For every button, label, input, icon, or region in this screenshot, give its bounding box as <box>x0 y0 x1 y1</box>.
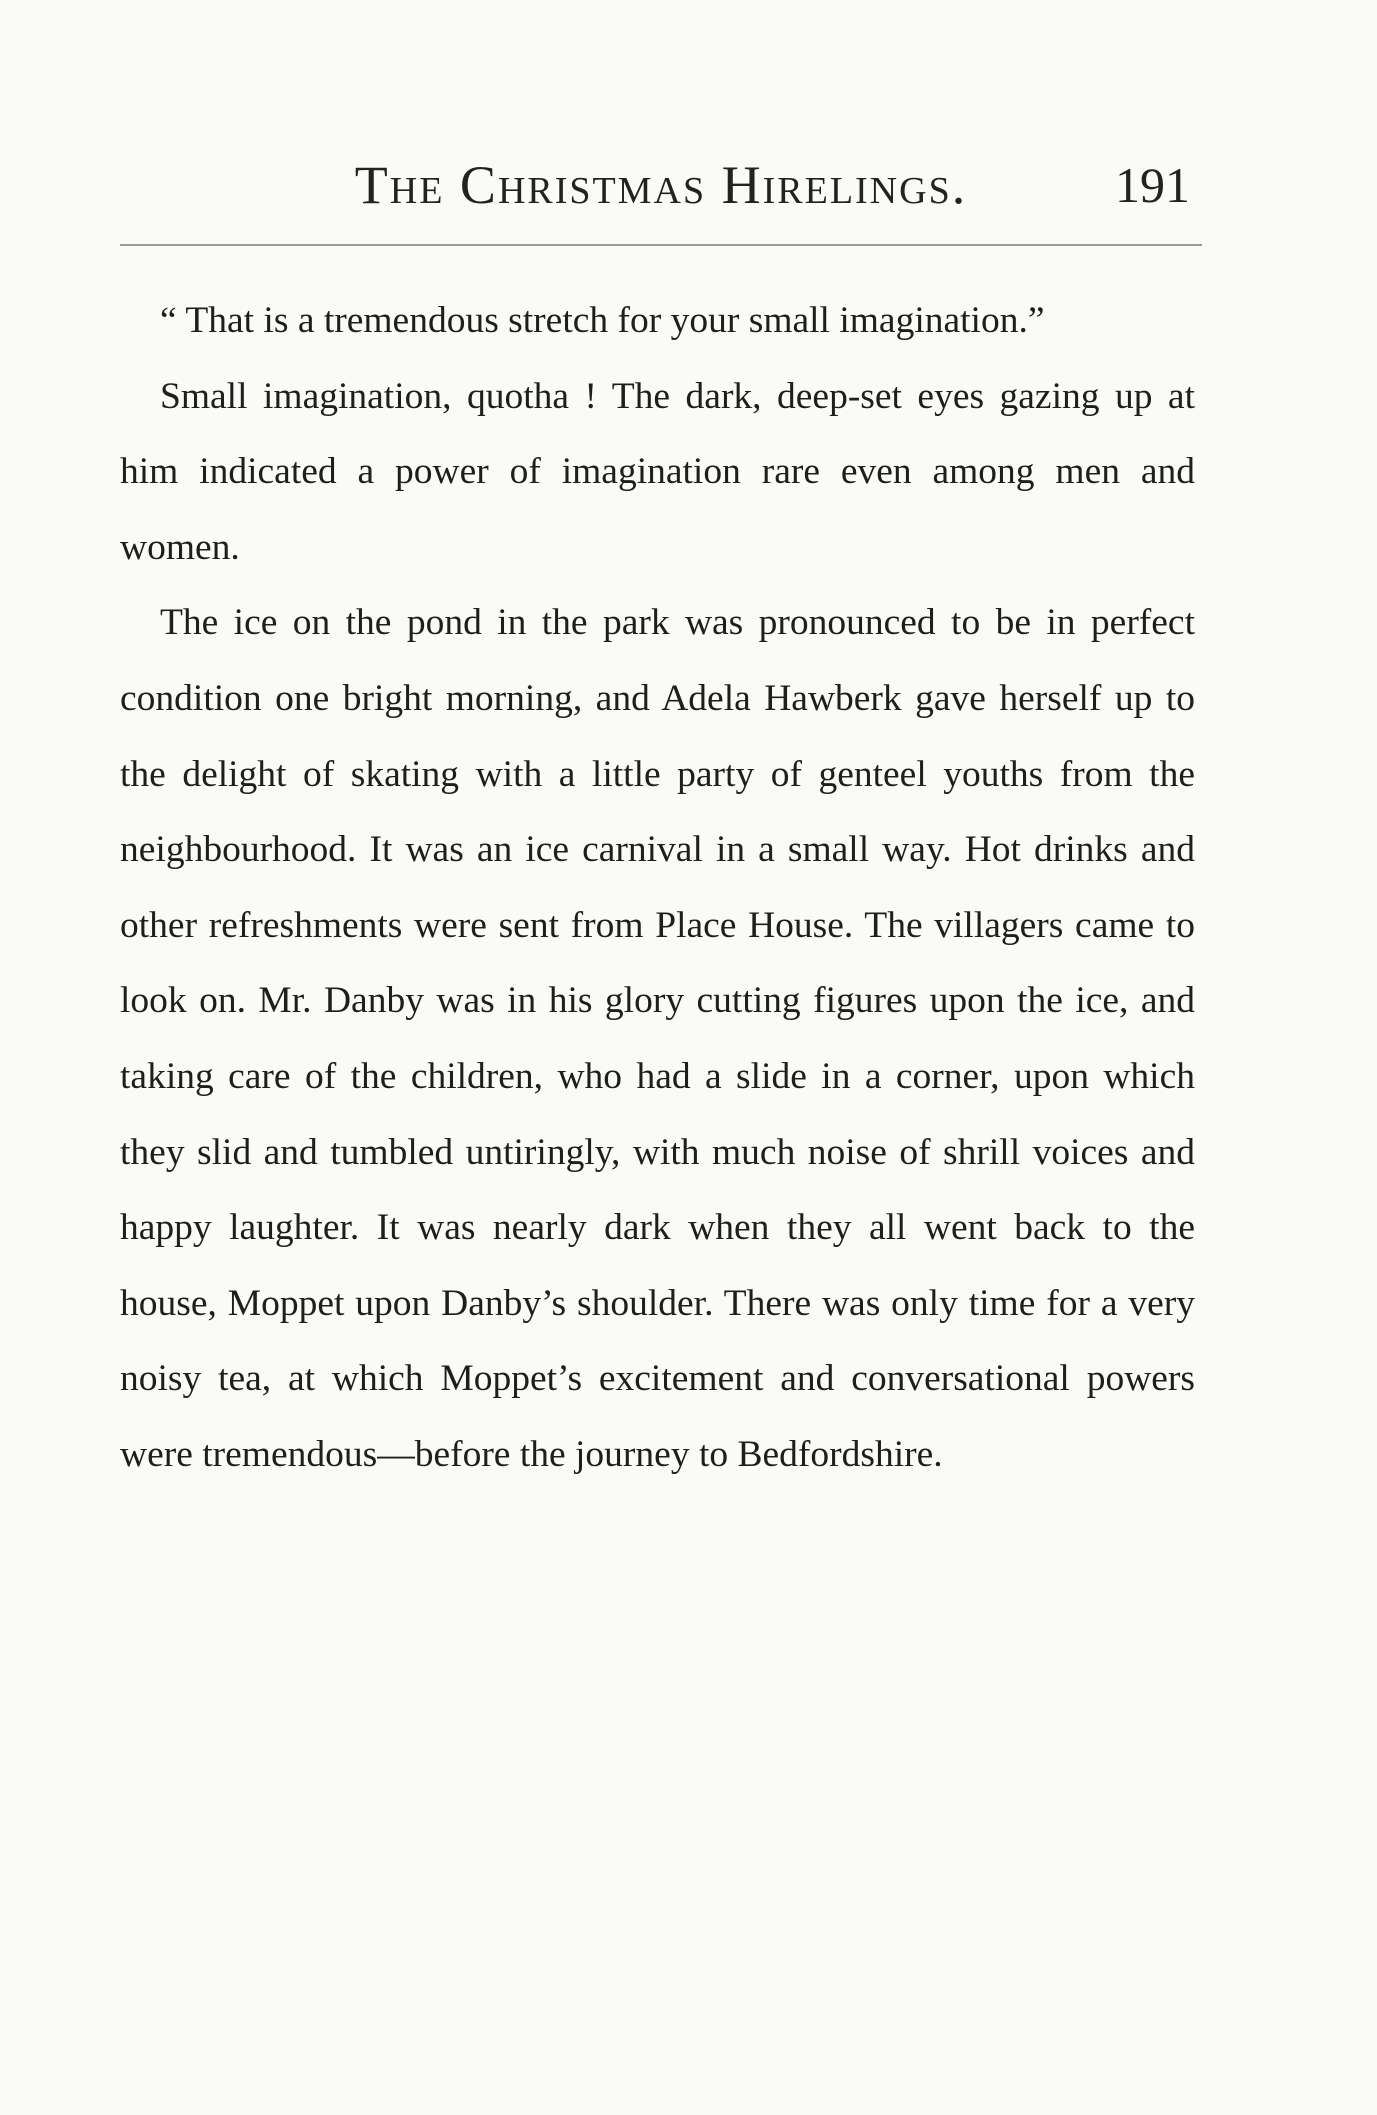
paragraph-3: The ice on the pond in the park was pronounced to be in perfect condition one bright morning, and Adela Hawberk gave herself up to the delight of skating with a little party of genteel youths from the neighbourhood. It was an ice carnival in a small way. Hot drinks and other refreshments were sent from Place House. The villagers came to look on. Mr. Danby was in his glory cutting figures upon the ice, and taking care of the children, who had a slide in a corner, upon which they slid and tumbled untiringly, with much noise of shrill voices and happy laughter. It was nearly dark when they all went back to the house, Moppet upon Danby’s shoulder. There was only time for a very noisy tea, at which Moppet’s excitement and conversational powers were tremendous—before the journey to Bedfordshire. <box>120 602 1195 1475</box>
paragraph-1: “ That is a tremendous stretch for your small imagination.” <box>160 300 1045 341</box>
running-title: The Christmas Hirelings. <box>354 155 968 215</box>
page-header <box>120 150 1202 220</box>
header-rule <box>120 244 1202 246</box>
body-text <box>120 283 1195 1493</box>
paragraph-2: Small imagination, quotha ! The dark, deep-set eyes gazing up at him indicated a power of imagination rare even among men and women. <box>120 375 1195 568</box>
page-number: 191 <box>1115 157 1190 213</box>
